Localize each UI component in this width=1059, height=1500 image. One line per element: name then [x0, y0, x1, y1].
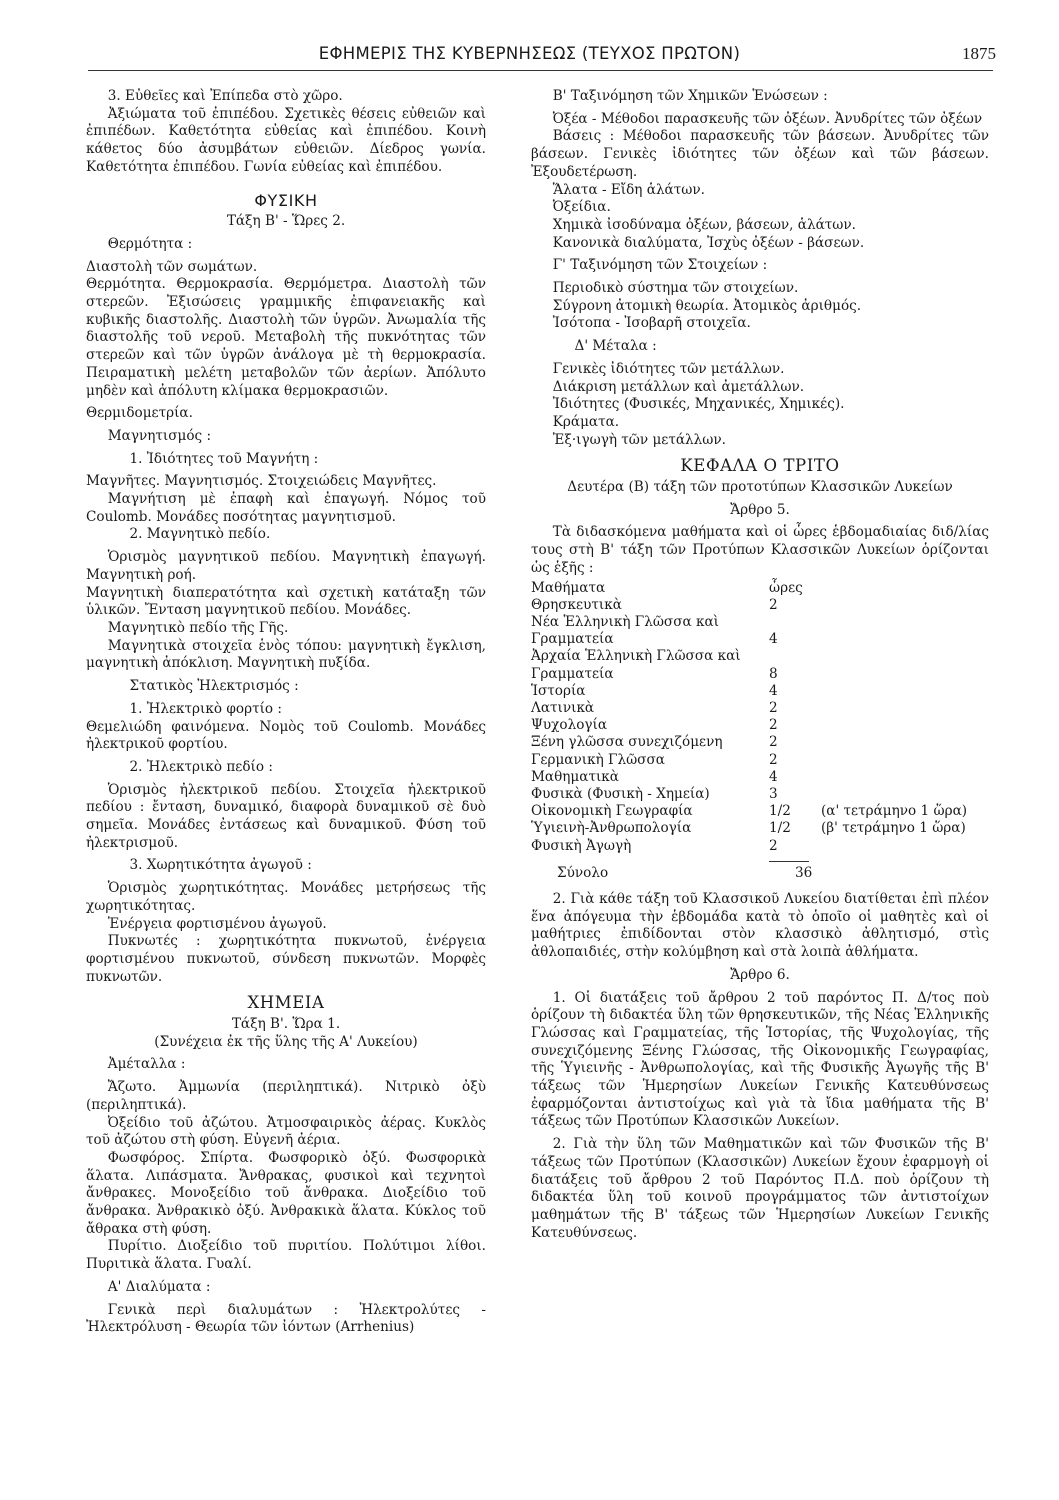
article-5-intro: Τὰ διδασκόμενα μαθήματα καὶ οἱ ὧρες ἑβδομαδιαίας διδ/λίας τους στὴ Β' τάξη τῶν Προτύπων Κλασσικῶν Λυκείων ὁρίζονται ὡς ἑξῆς : [531, 524, 989, 576]
left-column [86, 88, 486, 1337]
row-note [817, 683, 967, 700]
metals-para-5: Ἐξ·ιγωγὴ τῶν μετάλλων. [552, 431, 726, 448]
geometry-item-heading: 3. Εὐθεῖες καὶ Ἐπίπεδα στὸ χῶρο. [107, 88, 343, 104]
static-electricity-heading: Στατικὸς Ἠλεκτρισμός : [129, 678, 299, 695]
hours-table-row [531, 648, 967, 665]
article-6-para-2: 2. Γιὰ τὴν ὕλη τῶν Μαθηματικῶν καὶ τῶν Φυσικῶν τῆς Β' τάξεως τῶν Προτύπων (Κλασσικῶν) Λυκείων ἔχουν ἐφαρμογὴ οἱ διατάξεις τοῦ ἄρθρου 2 τοῦ Παρόντος Π.Δ. ποὺ ὁρίζουν τὴ διδακτέα ὕλη τοῦ κοινοῦ προγράμματος τῶν ἀντιστοίχων μαθημάτων τῆς Β' τάξεως τῶν Ἡμερησίων Λυκείων Γενικῆς Κατευθύνσεως. [531, 1136, 989, 1241]
compounds-para-2: Βάσεις : Μέθοδοι παρασκευῆς τῶν βάσεων. Ἀνυδρίτες τῶν βάσεων. Γενικὲς ἰδιότητες τῶν ὀξέων καὶ τῶν βάσεων. Ἐξουδετέρωση. [531, 128, 989, 180]
metals-para-3: Ἰδιότητες (Φυσικές, Μηχανικές, Χημικές). [552, 396, 845, 413]
article-5-para-2: 2. Γιὰ κάθε τάξη τοῦ Κλασσικοῦ Λυκείου διατίθεται ἐπὶ πλέον ἕνα ἀπόγευμα τὴν ἑβδομάδα κατὰ τὸ ὁποῖο οἱ μαθητὲς καὶ οἱ μαθήτριες ἐπιδίδονται στὸν κλασσικὸ ἀθλητισμό, στὶς ἀθλοπαιδιές, στὴν κολύμβηση καὶ στὰ λοιπὰ ἀθλήματα. [531, 891, 989, 961]
row-note [817, 786, 967, 803]
row-subject: Μαθηματικὰ [531, 768, 619, 785]
hours-table-row [531, 752, 967, 769]
hours-table-row [531, 717, 967, 734]
row-subject: Θρησκευτικὰ [531, 596, 622, 613]
hours-table-row [531, 803, 967, 820]
row-hours: 1/2 [769, 820, 791, 837]
compounds-para-4: Ὀξείδια. [552, 199, 611, 216]
magnetism-sub-2-b: Μαγνητικὴ διαπερατότητα καὶ σχετικὴ κατάταξη τῶν ὑλικῶν. Ἔνταση μαγνητικοῦ πεδίου. Μονάδες. [86, 584, 486, 619]
hours-table-row [531, 700, 967, 717]
thermo-para-3: Θερμιδομετρία. [86, 405, 193, 422]
page-number: 1875 [962, 44, 996, 63]
row-hours: 8 [769, 665, 778, 682]
row-hours: 2 [769, 751, 778, 768]
static-sub-2-heading: 2. Ἠλεκτρικὸ πεδίο : [129, 758, 273, 775]
static-sub-3-heading: 3. Χωρητικότητα ἀγωγοῦ : [129, 857, 312, 874]
hours-table-row [531, 838, 967, 855]
row-hours: 4 [769, 682, 778, 699]
static-sub-1-heading: 1. Ἠλεκτρικὸ φορτίο : [129, 700, 283, 717]
magnetism-sub-2-heading: 2. Μαγνητικὸ πεδίο. [129, 526, 271, 543]
metals-para-2: Διάκριση μετάλλων καὶ ἀμετάλλων. [552, 378, 805, 395]
hours-table [531, 580, 967, 855]
static-sub-3-c: Πυκνωτές : χωρητικότητα πυκνωτοῦ, ἐνέργεια φορτισμένου πυκνωτοῦ, σύνδεση πυκνωτῶν. Μορφὲς πυκνωτῶν. [86, 933, 486, 985]
hours-table-row [531, 666, 967, 683]
magnetism-sub-1-b: Μαγνήτιση μὲ ἐπαφὴ καὶ ἐπαγωγή. Νόμος τοῦ Coulomb. Μονάδες ποσότητας μαγνητισμοῦ. [86, 491, 486, 525]
row-subject: Λατινικὰ [531, 700, 595, 716]
row-note [817, 717, 967, 734]
magnetism-sub-2-a: Ὁρισμὸς μαγνητικοῦ πεδίου. Μαγνητικὴ ἐπαγωγή. Μαγνητικὴ ροή. [86, 549, 486, 583]
article-6-para-1: 1. Οἱ διατάξεις τοῦ ἄρθρου 2 τοῦ παρόντος Π. Δ/τος ποὺ ὁρίζουν τὴ διδακτέα ὕλη τῶν θρησκευτικῶν, τῆς Νέας Ἑλληνικῆς Γλώσσας καὶ Γραμματείας, τῆς Ἱστορίας, τῆς Ψυχολογίας, τῆς συνεχιζόμενης Ξένης Γλώσσας, τῆς Οἰκονομικῆς Γεωγραφίας, τῆς Ὑγιεινῆς - Ἀνθρωπολογίας, καὶ τῆς Φυσικῆς Ἀγωγῆς τῆς Β' τάξεως τῶν Ἡμερησίων Λυκείων Γενικῆς Κατευθύνσεως ἐφαρμόζονται ἀντιστοίχως καὶ γιὰ τὰ ἴδια μαθήματα τῆς Β' τάξεως τῶν Προτύπων Κλασσικῶν Λυκείων. [531, 989, 989, 1130]
hours-table-row [531, 820, 967, 837]
total-value: 36 [795, 864, 813, 881]
thermo-para-2: Θερμότητα. Θερμοκρασία. Θερμόμετρα. Διαστολὴ τῶν στερεῶν. Ἐξισώσεις γραμμικῆς ἐπιφανειακῆς καὶ κυβικῆς διαστολῆς. Διαστολὴ τῶν ὑγρῶν. Ἀνωμαλία τῆς διαστολῆς τοῦ νεροῦ. Μεταβολὴ τῆς πυκνότητας τῶν στερεῶν καὶ τῶν ὑγρῶν ἀνάλογα μὲ τὴ θερμοκρασία. Πειραματικὴ μελέτη μεταβολῶν τῶν ἀερίων. Ἀπόλυτο μηδὲν καὶ ἀπόλυτη κλίμακα θερμοκρασιῶν. [86, 276, 486, 399]
header-hours: ὧρες [769, 579, 803, 596]
total-row [531, 865, 847, 882]
row-hours: 2 [769, 700, 778, 716]
compounds-para-5: Χημικὰ ἰσοδύναμα ὀξέων, βάσεων, ἁλάτων. [552, 216, 856, 233]
chemistry-continuation: (Συνέχεια ἐκ τῆς ὕλης τῆς Α' Λυκείου) [154, 1033, 418, 1050]
row-note [817, 700, 967, 717]
nonmetals-para-1: Ἄζωτο. Ἀμμωνία (περιληπτικά). Νιτρικὸ ὀξὺ (περιληπτικά). [86, 1079, 486, 1113]
row-hours: 2 [769, 734, 778, 751]
nonmetals-para-3: Φωσφόρος. Σπίρτα. Φωσφορικὸ ὀξύ. Φωσφορικὰ ἅλατα. Λιπάσματα. Ἄνθρακας, φυσικοὶ καὶ τεχνητοὶ ἄνθρακες. Μονοξείδιο τοῦ ἄνθρακα. Διοξείδιο τοῦ ἄνθρακα. Ἀνθρακικὸ ὀξύ. Ἀνθρακικὰ ἅλατα. Κύκλος τοῦ ἄθρακα στὴ φύση. [86, 1149, 486, 1237]
solutions-heading: Α' Διαλύματα : [107, 1278, 211, 1295]
compounds-para-3: Ἅλατα - Εἴδη ἁλάτων. [552, 181, 705, 198]
classification-compounds-heading: Β' Ταξινόμηση τῶν Χημικῶν Ἑνώσεων : [552, 88, 828, 104]
row-note [817, 752, 967, 769]
hours-table-row [531, 614, 967, 631]
hours-table-header [531, 580, 967, 597]
hours-table-row [531, 683, 967, 700]
row-hours [751, 648, 817, 665]
row-subject: Ὑγιεινὴ-Ἀνθρωπολογία [531, 820, 692, 837]
row-hours: 2 [769, 596, 778, 613]
total-rule [769, 861, 809, 862]
row-subject: Ξένη γλῶσσα συνεχιζόμενη [531, 734, 723, 751]
row-hours: 1/2 [769, 803, 791, 820]
nonmetals-heading: Ἀμέταλλα : [107, 1056, 186, 1073]
static-sub-3-b: Ἐνέργεια φορτισμένου ἀγωγοῦ. [107, 915, 327, 932]
row-note [817, 631, 967, 648]
hours-table-row [531, 631, 967, 648]
header-subject: Μαθήματα [531, 579, 606, 596]
row-note: (β' τετράμηνο 1 ὥρα) [821, 820, 966, 837]
compounds-para-6: Κανονικὰ διαλύματα, Ἰσχὺς ὀξέων - βάσεων. [552, 234, 865, 251]
elements-para-3: Ἰσότοπα - Ἰσοβαρῆ στοιχεῖα. [552, 315, 751, 332]
row-hours: 4 [769, 768, 778, 785]
row-note [817, 838, 967, 855]
thermo-para-1: Διαστολὴ τῶν σωμάτων. [86, 258, 258, 275]
row-note: (α' τετράμηνο 1 ὥρα) [821, 803, 968, 820]
nonmetals-para-4: Πυρίτιο. Διοξείδιο τοῦ πυριτίου. Πολύτιμοι λίθοι. Πυριτικὰ ἅλατα. Γυαλί. [86, 1238, 486, 1273]
row-hours: 2 [769, 717, 778, 734]
elements-para-2: Σύγρονη ἀτομικὴ θεωρία. Ἀτομικὸς ἀριθμός. [552, 297, 862, 314]
row-subject: Ἀρχαία Ἑλληνικὴ Γλῶσσα καὶ [531, 648, 741, 665]
metals-heading: Δ' Μέταλα : [574, 338, 657, 355]
metals-para-1: Γενικὲς ἰδιότητες τῶν μετάλλων. [552, 360, 785, 377]
chemistry-title: ΧΗΜΕΙΑ [247, 993, 325, 1013]
row-subject: Ἱστορία [531, 682, 586, 699]
row-hours: 3 [769, 786, 778, 803]
row-subject: Νέα Ἑλληνικὴ Γλῶσσα καὶ [531, 613, 720, 630]
magnetism-sub-2-d: Μαγνητικὰ στοιχεῖα ἑνὸς τόπου: μαγνητικὴ ἔγκλιση, μαγνητικὴ ἀπόκλιση. Μαγνητικὴ πυξίδα. [86, 637, 486, 672]
geometry-item-text: Ἀξιώματα τοῦ ἐπιπέδου. Σχετικὲς θέσεις εὐθειῶν καὶ ἐπιπέδων. Καθετότητα εὐθείας καὶ ἐπιπέδου. Κοινὴ κάθετος δύο ἀσυμβάτων εὐθειῶν. Δίεδρος γωνία. Καθετότητα ἐπιπέδου. Γωνία εὐθείας καὶ ἐπιπέδου. [86, 105, 486, 175]
row-hours: 2 [769, 837, 778, 854]
physics-title: ΦΥΣΙΚΗ [254, 190, 318, 210]
gazette-title: ΕΦΗΜΕΡΙΣ ΤΗΣ ΚΥΒΕΡΝΗΣΕΩΣ (ΤΕΥΧΟΣ ΠΡΩΤΟΝ) [318, 44, 741, 63]
row-subject: Φυσικὰ (Φυσικὴ - Χημεία) [531, 786, 710, 803]
row-hours: 4 [769, 631, 778, 648]
header-rule [88, 70, 993, 71]
row-note [817, 734, 967, 751]
row-note [817, 614, 967, 631]
nonmetals-para-2: Ὀξείδιο τοῦ ἀζώτου. Ἀτμοσφαιρικὸς ἀέρας. Κυκλὸς τοῦ ἀζώτου στὴ φύση. Εὐγενῆ ἀέρια. [86, 1114, 486, 1149]
row-note [817, 666, 967, 683]
total-label: Σύνολο [557, 864, 609, 881]
static-sub-1-a: Θεμελιώδη φαινόμενα. Νομὸς τοῦ Coulomb. Μονάδες ἠλεκτρικοῦ φορτίου. [86, 718, 486, 753]
row-subject: Γραμματεία [531, 665, 614, 682]
magnetism-heading: Μαγνητισμός : [107, 427, 212, 444]
row-note [817, 769, 967, 786]
metals-para-4: Κράματα. [552, 413, 620, 430]
article-5-title: Ἄρθρο 5. [730, 501, 790, 518]
right-column [531, 88, 989, 1242]
hours-table-row [531, 734, 967, 751]
row-hours [751, 614, 817, 631]
row-subject: Φυσικὴ Ἀγωγὴ [531, 837, 632, 854]
row-subject: Οἰκονομικὴ Γεωγραφία [531, 803, 693, 820]
magnetism-sub-1-heading: 1. Ἰδιότητες τοῦ Μαγνήτη : [129, 450, 319, 467]
static-sub-3-a: Ὁρισμὸς χωρητικότητας. Μονάδες μετρήσεως τῆς χωρητικότητας. [86, 880, 486, 914]
classification-elements-heading: Γ' Ταξινόμηση τῶν Στοιχείων : [552, 257, 768, 274]
row-subject: Ψυχολογία [531, 717, 608, 734]
hours-table-row [531, 786, 967, 803]
thermo-heading: Θερμότητα : [107, 235, 193, 252]
chemistry-class: Τάξη Β'. Ὥρα 1. [231, 1016, 341, 1033]
row-subject: Γερμανικὴ Γλῶσσα [531, 751, 665, 768]
magnetism-sub-1-a: Μαγνῆτες. Μαγνητισμός. Στοιχειώδεις Μαγνῆτες. [86, 473, 437, 490]
solutions-para-1: Γενικὰ περὶ διαλυμάτων : Ἠλεκτρολύτες - Ἠλεκτρόλυση - Θεωρία τῶν ἰόντων (Arrhenius) [86, 1301, 486, 1336]
chapter-subtitle: Δευτέρα (Β) τάξη τῶν προτοτύπων Κλασσικῶν Λυκείων [567, 479, 953, 496]
article-6-title: Ἄρθρο 6. [730, 966, 790, 983]
row-subject: Γραμματεία [531, 631, 614, 648]
chapter-title: ΚΕΦΑΛΑ Ο ΤΡΙΤΟ [680, 456, 840, 476]
static-sub-2-a: Ὁρισμὸς ἠλεκτρικοῦ πεδίου. Στοιχεῖα ἠλεκτρικοῦ πεδίου : ἔνταση, δυναμικό, διαφορὰ δυναμικοῦ σὲ δυὸ σημεῖα. Μονάδες ἐντάσεως καὶ δυναμικοῦ. Φύση τοῦ ἠλεκτρισμοῦ. [86, 781, 486, 851]
magnetism-sub-2-c: Μαγνητικὸ πεδίο τῆς Γῆς. [107, 619, 289, 636]
row-note [817, 648, 967, 665]
row-note [817, 597, 967, 614]
hours-table-row [531, 597, 967, 614]
compounds-para-1: Ὀξέα - Μέθοδοι παρασκευῆς τῶν ὀξέων. Ἀνυδρίτες τῶν ὀξέων [552, 110, 983, 127]
hours-table-row [531, 769, 967, 786]
elements-para-1: Περιοδικὸ σύστημα τῶν στοιχείων. [552, 280, 799, 297]
physics-class: Τάξη Β' - Ὥρες 2. [226, 213, 346, 230]
